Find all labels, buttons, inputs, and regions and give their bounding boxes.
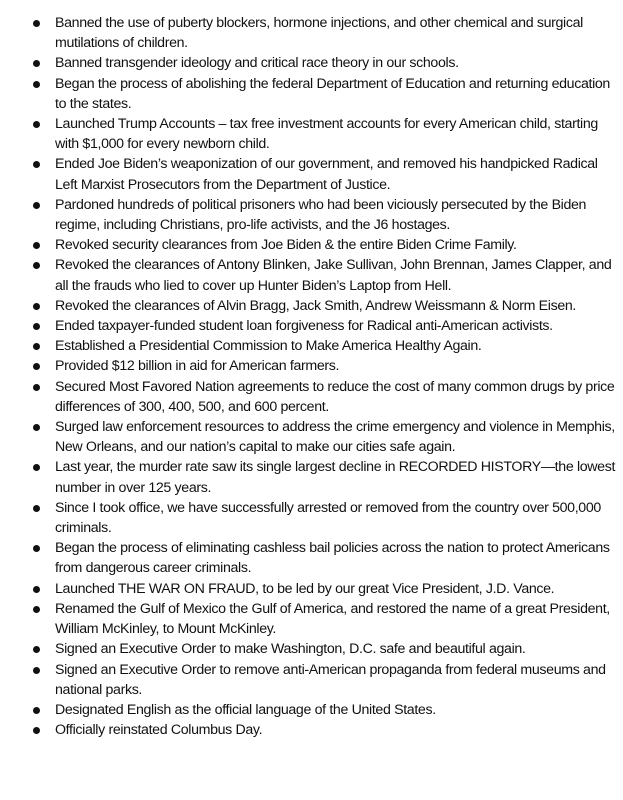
- bullet-icon: [33, 727, 40, 734]
- bullet-icon: [33, 20, 40, 27]
- bullet-icon: [33, 464, 40, 471]
- list-item: [0, 538, 623, 578]
- list-item-text: Officially reinstated Columbus Day.: [55, 722, 263, 739]
- list-item-text: Launched THE WAR ON FRAUD, to be led by our great Vice President, J.D. Vance.: [55, 580, 555, 597]
- list-item-text: Began the process of abolishing the federal Department of Education and returning education to the states.: [55, 75, 610, 112]
- bullet-icon: [33, 242, 40, 249]
- list-item: [0, 336, 623, 356]
- list-item: [0, 235, 623, 255]
- list-item: [0, 457, 623, 497]
- list-item: [0, 377, 623, 417]
- list-item: [0, 296, 623, 316]
- list-item-text: Renamed the Gulf of Mexico the Gulf of America, and restored the name of a great President, William McKinley, to Mount McKinley.: [55, 600, 610, 638]
- list-item-text: Began the process of eliminating cashless bail policies across the nation to protect Americans from dangerous career criminals.: [55, 540, 610, 577]
- bullet-icon: [33, 606, 40, 613]
- bullet-icon: [33, 343, 40, 350]
- list-item: [0, 114, 623, 154]
- bullet-icon: [33, 323, 40, 330]
- list-item-text: Signed an Executive Order to remove anti-American propaganda from federal museums and national parks.: [55, 661, 606, 698]
- bullet-icon: [33, 586, 40, 593]
- list-item: [0, 720, 623, 740]
- list-item: [0, 255, 623, 295]
- list-item-text: Launched Trump Accounts – tax free investment accounts for every American child, starting with $1,000 for every newborn child.: [55, 116, 598, 153]
- list-item: [0, 13, 623, 53]
- list-item-text: Designated English as the official language of the United States.: [55, 701, 436, 718]
- bullet-icon: [33, 161, 40, 168]
- list-item: [0, 660, 623, 700]
- list-item: [0, 74, 623, 114]
- list-item-text: Provided $12 billion in aid for American farmers.: [55, 358, 340, 375]
- list-item-text: Banned the use of puberty blockers, hormone injections, and other chemical and surgical mutilations of children.: [55, 15, 583, 52]
- list-item-text: Since I took office, we have successfully arrested or removed from the country over 500,000 criminals.: [55, 499, 601, 537]
- bullet-icon: [33, 262, 40, 269]
- bullet-icon: [33, 202, 40, 209]
- list-item-text: Secured Most Favored Nation agreements to reduce the cost of many common drugs by price differences of 300, 400, 500, and 600 percent.: [55, 378, 615, 415]
- bullet-icon: [33, 707, 40, 714]
- list-item: [0, 316, 623, 336]
- list-item-text: Ended taxpayer-funded student loan forgiveness for Radical anti-American activists.: [55, 318, 553, 335]
- list-item-text: Established a Presidential Commission to Make America Healthy Again.: [55, 338, 482, 355]
- list-item: [0, 195, 623, 235]
- bullet-icon: [33, 545, 40, 552]
- list-item: [0, 498, 623, 538]
- list-item-text: Revoked security clearances from Joe Biden & the entire Biden Crime Family.: [55, 237, 517, 254]
- bullet-icon: [33, 121, 40, 128]
- bullet-icon: [33, 646, 40, 653]
- accomplishments-list: [0, 13, 623, 740]
- bullet-icon: [33, 303, 40, 310]
- bullet-icon: [33, 384, 40, 391]
- list-item-text: Pardoned hundreds of political prisoners who had been viciously persecuted by the Biden regime, including Christians, pro-life activists, and the J6 hostages.: [55, 196, 587, 234]
- list-item: [0, 579, 623, 599]
- list-item: [0, 356, 623, 376]
- list-item: [0, 599, 623, 639]
- list-item-text: Ended Joe Biden’s weaponization of our government, and removed his handpicked Radical Left Marxist Prosecutors from the Department of Justice.: [55, 156, 598, 193]
- list-item: [0, 639, 623, 659]
- list-item-text: Banned transgender ideology and critical race theory in our schools.: [55, 55, 459, 72]
- bullet-icon: [33, 81, 40, 88]
- bullet-icon: [33, 363, 40, 370]
- bullet-icon: [33, 424, 40, 431]
- list-item-text: Revoked the clearances of Antony Blinken, Jake Sullivan, John Brennan, James Clapper, and all the frauds who lied to cover up Hunter Biden’s Laptop from Hell.: [55, 257, 612, 294]
- list-item: [0, 154, 623, 194]
- list-item: [0, 53, 623, 73]
- bullet-icon: [33, 60, 40, 67]
- list-item-text: Revoked the clearances of Alvin Bragg, Jack Smith, Andrew Weissmann & Norm Eisen.: [55, 297, 577, 314]
- bullet-icon: [33, 505, 40, 512]
- list-item: [0, 417, 623, 457]
- list-item-text: Last year, the murder rate saw its single largest decline in RECORDED HISTORY—the lowest number in over 125 years.: [55, 459, 616, 496]
- list-item-text: Surged law enforcement resources to address the crime emergency and violence in Memphis, New Orleans, and our nation’s capital to make our cities safe again.: [55, 419, 615, 456]
- list-item: [0, 700, 623, 720]
- list-item-text: Signed an Executive Order to make Washington, D.C. safe and beautiful again.: [55, 641, 526, 658]
- bullet-icon: [33, 667, 40, 674]
